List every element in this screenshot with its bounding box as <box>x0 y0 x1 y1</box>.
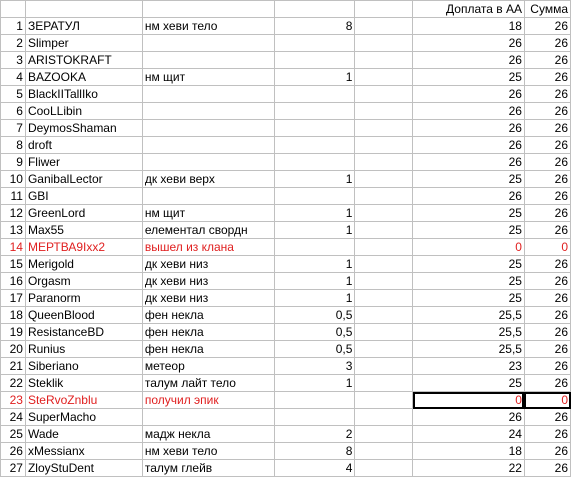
doplata-aa-cell[interactable]: 25 <box>413 205 525 222</box>
item-amount-cell[interactable]: 8 <box>274 443 355 460</box>
item-note-cell[interactable]: нм щит <box>142 205 274 222</box>
item-note-cell[interactable]: вышел из клана <box>142 239 274 256</box>
doplata-aa-cell[interactable]: 26 <box>413 409 525 426</box>
summa-cell[interactable]: 26 <box>524 273 570 290</box>
empty-cell[interactable] <box>355 154 413 171</box>
row-number-cell[interactable]: 10 <box>1 171 26 188</box>
row-number-cell[interactable]: 14 <box>1 239 26 256</box>
item-amount-cell[interactable] <box>274 239 355 256</box>
doplata-aa-cell[interactable]: 24 <box>413 426 525 443</box>
item-amount-cell[interactable] <box>274 86 355 103</box>
item-note-cell[interactable]: фен некла <box>142 307 274 324</box>
row-number-cell[interactable]: 8 <box>1 137 26 154</box>
summa-cell[interactable]: 26 <box>524 137 570 154</box>
summa-cell[interactable]: 26 <box>524 86 570 103</box>
table-row <box>1 307 571 324</box>
summa-cell[interactable]: 0 <box>524 392 570 409</box>
doplata-aa-cell[interactable]: 23 <box>413 358 525 375</box>
table-row <box>1 69 571 86</box>
empty-cell[interactable] <box>355 35 413 52</box>
summa-cell[interactable]: 26 <box>524 307 570 324</box>
row-number-cell[interactable]: 18 <box>1 307 26 324</box>
summa-cell[interactable]: 26 <box>524 69 570 86</box>
row-number-cell[interactable]: 17 <box>1 290 26 307</box>
doplata-aa-cell[interactable]: 26 <box>413 154 525 171</box>
item-amount-cell[interactable] <box>274 409 355 426</box>
table-row <box>1 103 571 120</box>
table-row <box>1 188 571 205</box>
doplata-aa-cell[interactable]: 25 <box>413 273 525 290</box>
header-cell[interactable] <box>25 1 142 18</box>
row-number-cell[interactable]: 27 <box>1 460 26 477</box>
item-note-cell[interactable] <box>142 35 274 52</box>
empty-cell[interactable] <box>355 86 413 103</box>
table-row <box>1 18 571 35</box>
summa-cell[interactable]: 26 <box>524 103 570 120</box>
summa-cell[interactable]: 26 <box>524 375 570 392</box>
doplata-aa-cell[interactable]: 0 <box>413 392 525 409</box>
item-amount-cell[interactable]: 1 <box>274 69 355 86</box>
player-name-cell[interactable]: GanibalLector <box>25 171 142 188</box>
player-name-cell[interactable]: xMessianx <box>25 443 142 460</box>
table-row <box>1 290 571 307</box>
player-name-cell[interactable]: droft <box>25 137 142 154</box>
item-note-cell[interactable]: талум глейв <box>142 460 274 477</box>
item-amount-cell[interactable]: 1 <box>274 273 355 290</box>
item-amount-cell[interactable]: 1 <box>274 256 355 273</box>
summa-cell[interactable]: 26 <box>524 290 570 307</box>
item-amount-cell[interactable]: 3 <box>274 358 355 375</box>
player-name-cell[interactable]: Paranorm <box>25 290 142 307</box>
player-name-cell[interactable]: CooLLibin <box>25 103 142 120</box>
item-note-cell[interactable]: нм хеви тело <box>142 443 274 460</box>
item-amount-cell[interactable] <box>274 120 355 137</box>
empty-cell[interactable] <box>355 460 413 477</box>
doplata-aa-cell[interactable]: 26 <box>413 52 525 69</box>
doplata-aa-cell[interactable]: 18 <box>413 18 525 35</box>
item-note-cell[interactable] <box>142 86 274 103</box>
row-number-cell[interactable]: 13 <box>1 222 26 239</box>
item-note-cell[interactable] <box>142 103 274 120</box>
item-note-cell[interactable]: дк хеви низ <box>142 290 274 307</box>
row-number-cell[interactable]: 11 <box>1 188 26 205</box>
row-number-cell[interactable]: 6 <box>1 103 26 120</box>
item-amount-cell[interactable] <box>274 188 355 205</box>
player-name-cell[interactable]: GreenLord <box>25 205 142 222</box>
table-row <box>1 443 571 460</box>
table-row <box>1 358 571 375</box>
player-name-cell[interactable]: ARISTOKRAFT <box>25 52 142 69</box>
doplata-aa-cell[interactable]: 18 <box>413 443 525 460</box>
item-note-cell[interactable]: получил эпик <box>142 392 274 409</box>
row-number-cell[interactable]: 12 <box>1 205 26 222</box>
summa-cell[interactable]: 26 <box>524 409 570 426</box>
row-number-cell[interactable]: 15 <box>1 256 26 273</box>
player-name-cell[interactable]: Wade <box>25 426 142 443</box>
empty-cell[interactable] <box>355 103 413 120</box>
empty-cell[interactable] <box>355 18 413 35</box>
row-number-cell[interactable]: 24 <box>1 409 26 426</box>
empty-cell[interactable] <box>355 273 413 290</box>
empty-cell[interactable] <box>355 392 413 409</box>
empty-cell[interactable] <box>355 137 413 154</box>
item-amount-cell[interactable]: 1 <box>274 222 355 239</box>
doplata-aa-cell[interactable]: 26 <box>413 120 525 137</box>
item-note-cell[interactable] <box>142 120 274 137</box>
empty-cell[interactable] <box>355 120 413 137</box>
row-number-cell[interactable]: 19 <box>1 324 26 341</box>
table-row <box>1 205 571 222</box>
table-row <box>1 375 571 392</box>
summa-cell[interactable]: 26 <box>524 341 570 358</box>
item-note-cell[interactable] <box>142 52 274 69</box>
doplata-aa-cell[interactable]: 25 <box>413 171 525 188</box>
item-amount-cell[interactable]: 8 <box>274 18 355 35</box>
row-number-cell[interactable]: 9 <box>1 154 26 171</box>
row-number-cell[interactable]: 3 <box>1 52 26 69</box>
row-number-cell[interactable]: 7 <box>1 120 26 137</box>
doplata-aa-cell[interactable]: 22 <box>413 460 525 477</box>
table-row <box>1 86 571 103</box>
doplata-aa-cell[interactable]: 25,5 <box>413 307 525 324</box>
item-note-cell[interactable]: фен некла <box>142 324 274 341</box>
item-note-cell[interactable]: дк хеви низ <box>142 256 274 273</box>
doplata-aa-cell[interactable]: 25 <box>413 256 525 273</box>
row-number-cell[interactable]: 25 <box>1 426 26 443</box>
item-amount-cell[interactable]: 1 <box>274 205 355 222</box>
table-row <box>1 120 571 137</box>
empty-cell[interactable] <box>355 222 413 239</box>
item-note-cell[interactable]: елементал свордн <box>142 222 274 239</box>
row-number-cell[interactable]: 20 <box>1 341 26 358</box>
empty-cell[interactable] <box>355 69 413 86</box>
doplata-aa-cell[interactable]: 26 <box>413 137 525 154</box>
doplata-aa-cell[interactable]: 0 <box>413 239 525 256</box>
table-row <box>1 273 571 290</box>
player-name-cell[interactable]: Siberiano <box>25 358 142 375</box>
header-cell[interactable] <box>1 1 26 18</box>
table-row <box>1 460 571 477</box>
item-amount-cell[interactable]: 0,5 <box>274 341 355 358</box>
empty-cell[interactable] <box>355 307 413 324</box>
summa-cell[interactable]: 26 <box>524 426 570 443</box>
row-number-cell[interactable]: 16 <box>1 273 26 290</box>
summa-cell[interactable]: 26 <box>524 154 570 171</box>
item-note-cell[interactable]: нм щит <box>142 69 274 86</box>
doplata-aa-cell[interactable]: 25 <box>413 222 525 239</box>
empty-cell[interactable] <box>355 188 413 205</box>
row-number-cell[interactable]: 22 <box>1 375 26 392</box>
summa-cell[interactable]: 26 <box>524 443 570 460</box>
row-number-cell[interactable]: 2 <box>1 35 26 52</box>
row-number-cell[interactable]: 1 <box>1 18 26 35</box>
row-number-cell[interactable]: 21 <box>1 358 26 375</box>
summa-cell[interactable]: 26 <box>524 120 570 137</box>
table-row <box>1 324 571 341</box>
player-name-cell[interactable]: Merigold <box>25 256 142 273</box>
player-name-cell[interactable]: Runius <box>25 341 142 358</box>
row-number-cell[interactable]: 26 <box>1 443 26 460</box>
player-name-cell[interactable]: SteRvoZnblu <box>25 392 142 409</box>
item-amount-cell[interactable]: 2 <box>274 426 355 443</box>
summa-cell[interactable]: 0 <box>524 239 570 256</box>
empty-cell[interactable] <box>355 443 413 460</box>
player-name-cell[interactable]: ZloyStuDent <box>25 460 142 477</box>
item-amount-cell[interactable]: 0,5 <box>274 307 355 324</box>
player-name-cell[interactable]: SuperMacho <box>25 409 142 426</box>
table-row <box>1 35 571 52</box>
table-row <box>1 239 571 256</box>
header-doplata-aa[interactable]: Доплата в АА <box>413 1 525 18</box>
item-amount-cell[interactable]: 1 <box>274 290 355 307</box>
item-note-cell[interactable] <box>142 188 274 205</box>
empty-cell[interactable] <box>355 324 413 341</box>
doplata-aa-cell[interactable]: 25 <box>413 69 525 86</box>
summa-cell[interactable]: 26 <box>524 171 570 188</box>
empty-cell[interactable] <box>355 409 413 426</box>
item-amount-cell[interactable]: 1 <box>274 375 355 392</box>
item-note-cell[interactable]: метеор <box>142 358 274 375</box>
table-row <box>1 426 571 443</box>
item-amount-cell[interactable] <box>274 137 355 154</box>
empty-cell[interactable] <box>355 256 413 273</box>
header-row <box>1 1 571 18</box>
row-number-cell[interactable]: 23 <box>1 392 26 409</box>
doplata-aa-cell[interactable]: 25 <box>413 290 525 307</box>
summa-cell[interactable]: 26 <box>524 222 570 239</box>
empty-cell[interactable] <box>355 52 413 69</box>
table-row <box>1 171 571 188</box>
player-name-cell[interactable]: Slimper <box>25 35 142 52</box>
doplata-aa-cell[interactable]: 26 <box>413 188 525 205</box>
player-name-cell[interactable]: GBI <box>25 188 142 205</box>
summa-cell[interactable]: 26 <box>524 324 570 341</box>
item-amount-cell[interactable]: 4 <box>274 460 355 477</box>
doplata-aa-cell[interactable]: 26 <box>413 103 525 120</box>
table-row <box>1 137 571 154</box>
table-row <box>1 52 571 69</box>
row-number-cell[interactable]: 5 <box>1 86 26 103</box>
player-name-cell[interactable]: ResistanceBD <box>25 324 142 341</box>
item-amount-cell[interactable]: 1 <box>274 171 355 188</box>
player-name-cell[interactable]: Max55 <box>25 222 142 239</box>
player-name-cell[interactable]: Steklik <box>25 375 142 392</box>
header-cell[interactable] <box>274 1 355 18</box>
item-note-cell[interactable]: дк хеви верх <box>142 171 274 188</box>
summa-cell[interactable]: 26 <box>524 205 570 222</box>
item-amount-cell[interactable] <box>274 52 355 69</box>
item-amount-cell[interactable] <box>274 35 355 52</box>
table-row <box>1 409 571 426</box>
item-amount-cell[interactable] <box>274 103 355 120</box>
doplata-aa-cell[interactable]: 26 <box>413 35 525 52</box>
item-note-cell[interactable]: нм хеви тело <box>142 18 274 35</box>
empty-cell[interactable] <box>355 341 413 358</box>
summa-cell[interactable]: 26 <box>524 460 570 477</box>
summa-cell[interactable]: 26 <box>524 188 570 205</box>
empty-cell[interactable] <box>355 358 413 375</box>
table-row <box>1 341 571 358</box>
player-name-cell[interactable]: МЕРТВА9Ixx2 <box>25 239 142 256</box>
empty-cell[interactable] <box>355 426 413 443</box>
player-name-cell[interactable]: BlackIITallIko <box>25 86 142 103</box>
table-row <box>1 222 571 239</box>
summa-cell[interactable]: 26 <box>524 18 570 35</box>
doplata-aa-cell[interactable]: 25,5 <box>413 324 525 341</box>
item-note-cell[interactable]: талум лайт тело <box>142 375 274 392</box>
summa-cell[interactable]: 26 <box>524 35 570 52</box>
empty-cell[interactable] <box>355 171 413 188</box>
table-row <box>1 256 571 273</box>
table-row <box>1 392 571 409</box>
item-amount-cell[interactable] <box>274 392 355 409</box>
player-name-cell[interactable]: ЗЕРАТУЛ <box>25 18 142 35</box>
item-note-cell[interactable]: мадж некла <box>142 426 274 443</box>
doplata-aa-cell[interactable]: 25,5 <box>413 341 525 358</box>
doplata-aa-cell[interactable]: 25 <box>413 375 525 392</box>
player-name-cell[interactable]: Orgasm <box>25 273 142 290</box>
summa-cell[interactable]: 26 <box>524 256 570 273</box>
item-amount-cell[interactable] <box>274 154 355 171</box>
player-name-cell[interactable]: QueenBlood <box>25 307 142 324</box>
summa-cell[interactable]: 26 <box>524 52 570 69</box>
empty-cell[interactable] <box>355 239 413 256</box>
item-note-cell[interactable]: дк хеви низ <box>142 273 274 290</box>
row-number-cell[interactable]: 4 <box>1 69 26 86</box>
player-name-cell[interactable]: Fliwer <box>25 154 142 171</box>
header-summa[interactable]: Сумма <box>524 1 570 18</box>
item-note-cell[interactable]: фен некла <box>142 341 274 358</box>
player-name-cell[interactable]: DeymosShaman <box>25 120 142 137</box>
item-note-cell[interactable] <box>142 409 274 426</box>
empty-cell[interactable] <box>355 205 413 222</box>
header-cell[interactable] <box>142 1 274 18</box>
empty-cell[interactable] <box>355 290 413 307</box>
item-amount-cell[interactable]: 0,5 <box>274 324 355 341</box>
doplata-aa-cell[interactable]: 26 <box>413 86 525 103</box>
table-row <box>1 154 571 171</box>
empty-cell[interactable] <box>355 375 413 392</box>
item-note-cell[interactable] <box>142 154 274 171</box>
header-cell[interactable] <box>355 1 413 18</box>
summa-cell[interactable]: 26 <box>524 358 570 375</box>
player-name-cell[interactable]: BAZOOKA <box>25 69 142 86</box>
item-note-cell[interactable] <box>142 137 274 154</box>
